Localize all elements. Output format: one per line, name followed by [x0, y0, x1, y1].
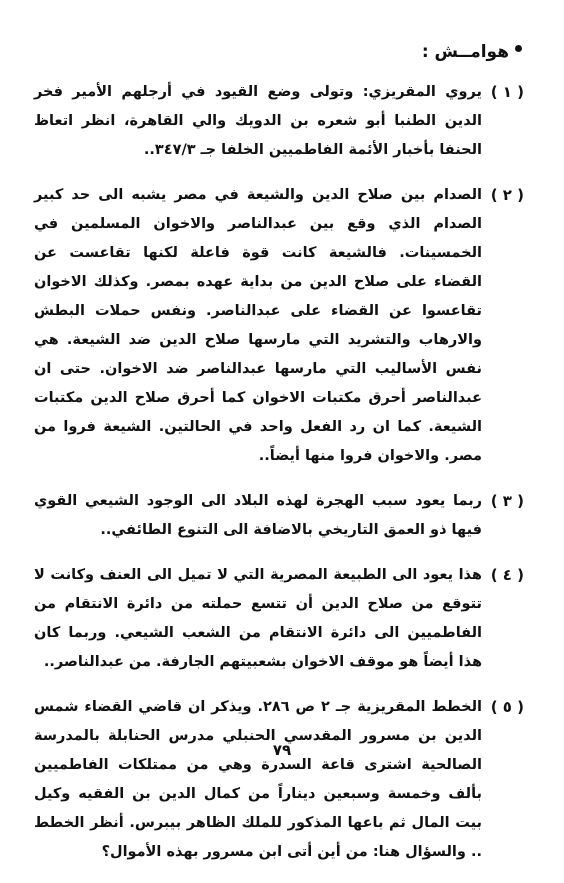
footnotes-list: [34, 78, 524, 883]
footnote: [34, 181, 524, 471]
page-number: ٧٩: [272, 741, 292, 759]
footnote: [34, 78, 524, 165]
heading-text: هوامــش :: [421, 42, 509, 62]
footnote: [34, 561, 524, 677]
footnote-text: يروي المقريزي: وتولى وضع القيود في أرجلهم الأمير فخر الدين الطنبا أبو شعره بن الدويك والي القاهرة، انظر اتعاظ الحنفا بأخبار الأئمة الفاطميين الخلفا جـ ٣٤٧/٣..: [34, 84, 482, 158]
footnote-number: ( ٤ ): [490, 566, 524, 584]
footnote-number: ( ٥ ): [490, 698, 524, 716]
bullet-icon: [515, 45, 522, 52]
footnotes-heading: [34, 40, 522, 64]
footnote-text: الخطط المقريزية جـ ٢ ص ٢٨٦. ويذكر ان قاضي القضاء شمس الدين بن مسرور المقدسي الحنبلي مدرس الحنابلة بالمدرسة الصالحية اشترى قاعة السدرة وهي من ممتلكات الفاطميين بألف وخمسة وسبعين ديناراً من كمال الدين بن الفقيه وكيل بيت المال ثم باعها المذكور للملك الظاهر بيبرس. أنظر الخطط .. والسؤال هنا: من أين أتى ابن مسرور بهذه الأموال؟: [34, 699, 482, 860]
footnote: [34, 487, 524, 545]
footnote: [34, 693, 524, 867]
footnote-number: ( ١ ): [490, 83, 524, 101]
footnote-text: الصدام بين صلاح الدين والشيعة في مصر يشبه الى حد كبير الصدام الذي وقع بين عبدالناصر والاخوان المسلمين في الخمسينات. فالشيعة كانت قوة فاعلة لكنها تقاعست عن القضاء على صلاح الدين من بداية عهده بمصر. وكذلك الاخوان تقاعسوا عن القضاء على عبدالناصر. ونفس حملات البطش والارهاب والتشريد التي مارسها صلاح الدين ضد الشيعة. هي نفس الأساليب التي مارسها عبدالناصر ضد الاخوان. حتى ان عبدالناصر أحرق مكتبات الاخوان كما أحرق صلاح الدين مكتبات الشيعة. كما ان رد الفعل واحد في الحالتين. الشيعة فروا من مصر. والاخوان فروا منها أيضاً..: [34, 187, 482, 464]
footnote-number: ( ٣ ): [490, 492, 524, 510]
footnote-text: ربما يعود سبب الهجرة لهذه البلاد الى الوجود الشيعي القوي فيها ذو العمق التاريخي بالاضافة الى التنوع الطائفي..: [34, 493, 482, 538]
footnote-number: ( ٢ ): [490, 186, 524, 204]
footnote-text: هذا يعود الى الطبيعة المصرية التي لا تميل الى العنف وكانت لا تتوقع من صلاح الدين أن تتسع حملته من دائرة الانتقام من الفاطميين الى دائرة الانتقام من الشعب الشيعي. وربما كان هذا أيضاً هو موقف الاخوان بشعبيتهم الجارفة. من عبدالناصر..: [34, 567, 482, 670]
